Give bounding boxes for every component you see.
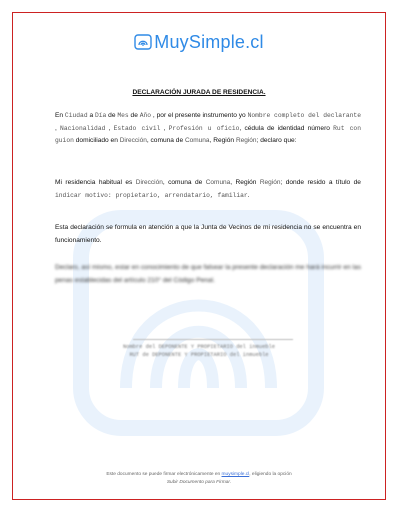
field-reason: indicar motivo: propietario, arrendatario, familiar <box>55 191 248 199</box>
field-address: Dirección <box>135 179 163 186</box>
brand-name: MuySimple.cl <box>154 32 264 52</box>
field-full-name: Nombre completo del declarante <box>247 112 361 119</box>
field-city: Ciudad <box>64 112 88 119</box>
field-rut: Rut con guion <box>55 124 361 144</box>
fingerprint-logo-icon <box>134 34 152 50</box>
signature-line <box>133 339 293 340</box>
paragraph-declarant: En Ciudad a Día de Mes de Año , por el presente instrumento yo Nombre completo del declarante , Nacionalidad , Estado civil , Profesión u oficio, cédula de identidad número Rut con guion domiciliado en Dirección, comuna de Comuna, Región Región; declaro que: <box>55 112 361 144</box>
signature-rut-label: RUT de DEPONENTE Y PROPIETARIO del inmueble <box>129 352 269 358</box>
paragraph-penalty: Declaro, así mismo, estar en conocimiento de que falsear la presente declaración me hará incurrir en las penas establecidas del artículo 210° del Código Penal. <box>55 264 361 284</box>
field-commune: Comuna <box>205 179 231 186</box>
brand-logo <box>13 32 385 53</box>
field-address: Dirección <box>119 137 147 144</box>
footer-option-label: Subir Documento para Firmar. <box>166 480 232 485</box>
field-region: Región <box>235 137 257 144</box>
field-day: Día <box>94 112 107 119</box>
paragraph-residence: Mi residencia habitual es Dirección, comuna de Comuna, Región Región; donde resido a título de indicar motivo: propietario, arrendatario, familiar. <box>55 179 361 199</box>
document-page <box>12 12 386 500</box>
field-month: Mes <box>117 112 129 119</box>
field-year: Año <box>139 112 152 119</box>
document-title: DECLARACIÓN JURADA DE RESIDENCIA. <box>132 89 266 96</box>
signature-block <box>13 343 385 359</box>
field-civil-status: Estado civil <box>113 124 161 132</box>
muysimple-link[interactable]: muysimple.cl <box>221 472 250 477</box>
paragraph-statement: Esta declaración se formula en atención a que la Junta de Vecinos de mi residencia no se encuentra en funcionamiento. <box>55 224 361 244</box>
signature-name-label: Nombre del DEPONENTE Y PROPIETARIO del inmueble <box>122 344 276 350</box>
field-nationality: Nacionalidad <box>60 124 106 132</box>
field-commune: Comuna <box>184 137 210 144</box>
footer-note: Este documento se puede firmar electrónicamente en muysimple.cl, eligiendo la opción Subir Documento para Firmar. <box>106 472 292 485</box>
field-profession: Profesión u oficio <box>168 124 240 132</box>
field-region: Región <box>259 179 281 186</box>
